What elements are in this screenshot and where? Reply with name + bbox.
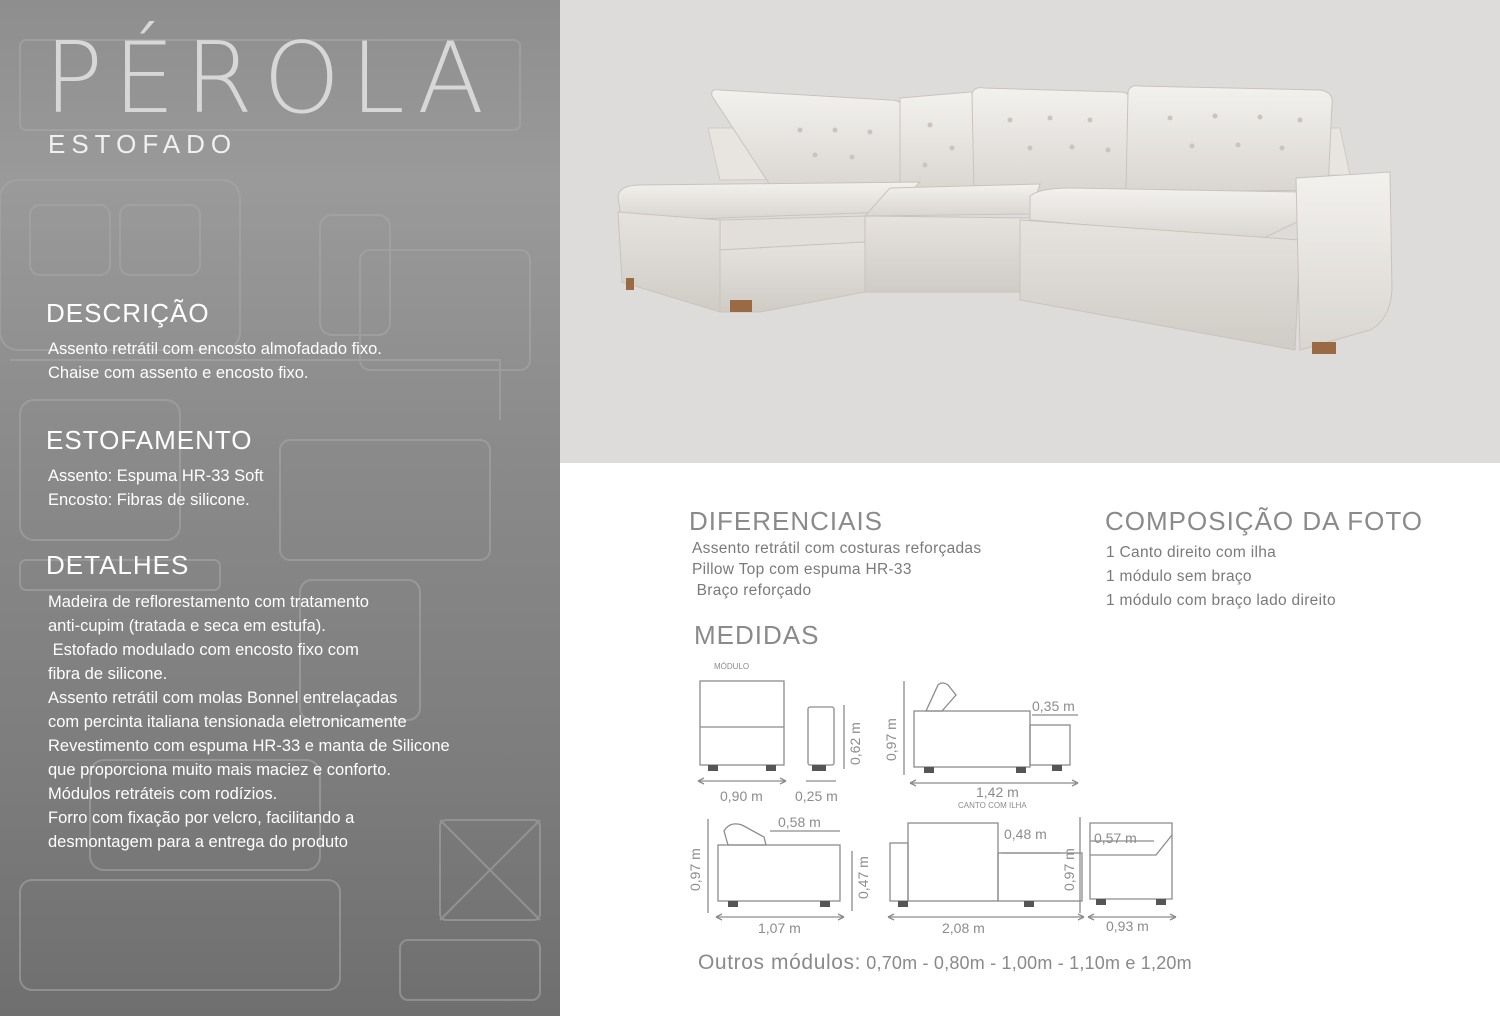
canto-cushion-drawing — [926, 683, 956, 711]
canto-body-drawing — [914, 711, 1030, 767]
diferenciais-text — [692, 538, 981, 601]
measurement-drawings — [680, 655, 1200, 945]
modulo-depth-label: 0,25 m — [795, 788, 838, 804]
medidas-heading: MEDIDAS — [694, 620, 820, 650]
detalhes-line: Revestimento com espuma HR-33 e manta de Silicone — [48, 737, 450, 755]
side-height-label: 0,97 m — [687, 848, 703, 891]
outros-modulos — [698, 951, 1192, 975]
chaise-width-label: 2,08 m — [942, 920, 985, 936]
detalhes-line: fibra de silicone. — [48, 665, 168, 683]
brand-subtitle: ESTOFADO — [48, 129, 238, 159]
canto-retract-label: 0,35 m — [1032, 698, 1075, 714]
arm-height-label: 0,97 m — [1061, 848, 1077, 891]
descricao-text — [48, 337, 382, 385]
detalhes-line: Madeira de reflorestamento com tratamento — [48, 593, 369, 611]
canto-height-label: 0,97 m — [883, 718, 899, 761]
descricao-line: Chaise com assento e encosto fixo. — [48, 364, 309, 382]
modulo-height-label: 0,62 m — [847, 722, 863, 765]
outros-values: 0,70m - 0,80m - 1,00m - 1,10m e 1,20m — [861, 953, 1192, 973]
detalhes-line: Assento retrátil com molas Bonnel entrelaçadas — [48, 689, 398, 707]
side-width-label: 1,07 m — [758, 920, 801, 936]
composicao-line: 1 Canto direito com ilha — [1106, 544, 1277, 561]
chaise-body-drawing — [908, 823, 998, 901]
chaise-retract-label: 0,48 m — [1004, 826, 1047, 842]
modulo-width-label: 0,90 m — [720, 788, 763, 804]
outros-label: Outros módulos: — [698, 951, 862, 974]
estofamento-text — [48, 464, 264, 512]
side-cushion-drawing — [724, 824, 766, 845]
detalhes-line: Forro com fixação por velcro, facilitando a — [48, 809, 355, 827]
detalhes-line: Estofado modulado com encosto fixo com — [48, 641, 359, 659]
sofa-illustration — [560, 0, 1500, 463]
brand-title: PÉROLA — [44, 22, 495, 136]
diferenciais-heading: DIFERENCIAIS — [689, 506, 884, 536]
composicao-heading: COMPOSIÇÃO DA FOTO — [1105, 506, 1424, 536]
canto-width-label: 1,42 m — [976, 784, 1019, 800]
modulo-front-drawing — [700, 681, 784, 765]
left-info-panel — [0, 0, 560, 1016]
detalhes-line: desmontagem para a entrega do produto — [48, 833, 348, 851]
side-seat-label: 0,47 m — [855, 856, 871, 899]
canto-label: CANTO COM ILHA — [958, 801, 1027, 810]
diferenciais-line: Pillow Top com espuma HR-33 — [692, 561, 912, 578]
detalhes-line: anti-cupim (tratada e seca em estufa). — [48, 617, 326, 635]
side-back-label: 0,58 m — [778, 814, 821, 830]
diferenciais-line: Braço reforçado — [692, 582, 812, 599]
modulo-side-drawing — [808, 707, 834, 765]
composicao-line: 1 módulo com braço lado direito — [1106, 592, 1336, 609]
sofa-photo — [560, 0, 1500, 463]
composicao-text — [1106, 541, 1336, 613]
estofamento-heading: ESTOFAMENTO — [46, 425, 253, 455]
descricao-heading: DESCRIÇÃO — [46, 298, 210, 328]
detalhes-text — [48, 590, 450, 854]
estofamento-line: Encosto: Fibras de silicone. — [48, 491, 250, 509]
arm-width-label: 0,93 m — [1106, 918, 1149, 934]
detalhes-line: que proporciona muito mais maciez e conforto. — [48, 761, 392, 779]
descricao-line: Assento retrátil com encosto almofadado fixo. — [48, 340, 382, 358]
chaise-arm-drawing — [890, 843, 908, 901]
composicao-line: 1 módulo sem braço — [1106, 568, 1252, 585]
side-body-drawing — [718, 845, 840, 901]
detalhes-line: com percinta italiana tensionada eletronicamente — [48, 713, 407, 731]
diferenciais-line: Assento retrátil com costuras reforçadas — [692, 540, 982, 557]
estofamento-line: Assento: Espuma HR-33 Soft — [48, 467, 264, 485]
detalhes-line: Módulos retráteis com rodízios. — [48, 785, 278, 803]
detalhes-heading: DETALHES — [46, 550, 190, 580]
modulo-label: MÓDULO — [714, 662, 750, 671]
arm-top-label: 0,57 m — [1094, 830, 1137, 846]
